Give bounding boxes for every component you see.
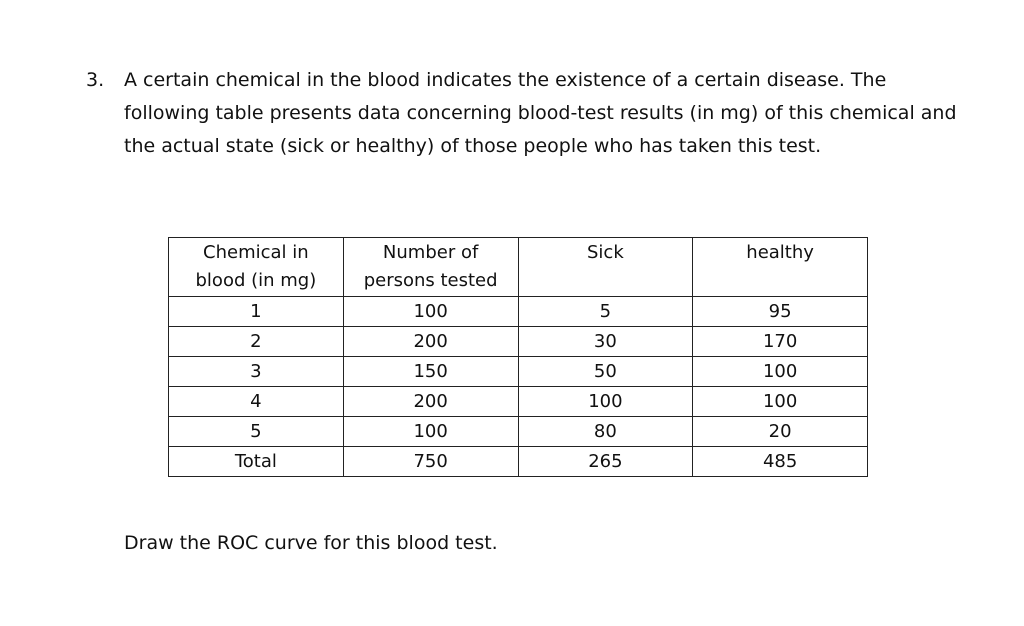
cell-healthy: 20: [693, 417, 868, 447]
table-row: [169, 387, 868, 417]
cell-sick: 265: [518, 447, 693, 477]
cell-chemical: 3: [169, 357, 344, 387]
table-row: [169, 417, 868, 447]
cell-sick: 30: [518, 327, 693, 357]
table-header-row: [169, 238, 868, 297]
cell-healthy: 485: [693, 447, 868, 477]
table-total-row: [169, 447, 868, 477]
blood-test-table: [168, 237, 868, 477]
header-line: Chemical in: [203, 242, 309, 263]
cell-healthy: 95: [693, 297, 868, 327]
cell-sick: 5: [518, 297, 693, 327]
header-line: persons tested: [363, 270, 498, 291]
cell-chemical: 2: [169, 327, 344, 357]
cell-healthy: 100: [693, 357, 868, 387]
table-row: [169, 297, 868, 327]
cell-persons: 150: [343, 357, 518, 387]
cell-persons: 200: [343, 327, 518, 357]
question-line: following table presents data concerning blood-test results (in mg) of this chemical and: [124, 102, 957, 124]
cell-chemical: Total: [169, 447, 344, 477]
header-chemical: [169, 238, 344, 297]
question-line: A certain chemical in the blood indicates the existence of a certain disease. The: [124, 69, 887, 91]
cell-healthy: 100: [693, 387, 868, 417]
cell-persons: 200: [343, 387, 518, 417]
instruction-text: Draw the ROC curve for this blood test.: [124, 532, 498, 554]
header-sick: [518, 238, 693, 297]
cell-persons: 750: [343, 447, 518, 477]
header-persons-tested: [343, 238, 518, 297]
header-line: Sick: [587, 242, 624, 263]
table-row: [169, 327, 868, 357]
header-line: Number of: [382, 242, 479, 263]
cell-sick: 80: [518, 417, 693, 447]
cell-chemical: 5: [169, 417, 344, 447]
header-line: healthy: [746, 242, 814, 263]
cell-chemical: 4: [169, 387, 344, 417]
question-number: 3.: [86, 69, 105, 91]
cell-chemical: 1: [169, 297, 344, 327]
question-text: [124, 64, 974, 163]
cell-persons: 100: [343, 417, 518, 447]
question-line: the actual state (sick or healthy) of those people who has taken this test.: [124, 135, 822, 157]
cell-healthy: 170: [693, 327, 868, 357]
cell-sick: 100: [518, 387, 693, 417]
table-row: [169, 357, 868, 387]
cell-persons: 100: [343, 297, 518, 327]
header-line: blood (in mg): [195, 270, 317, 291]
cell-sick: 50: [518, 357, 693, 387]
header-healthy: [693, 238, 868, 297]
